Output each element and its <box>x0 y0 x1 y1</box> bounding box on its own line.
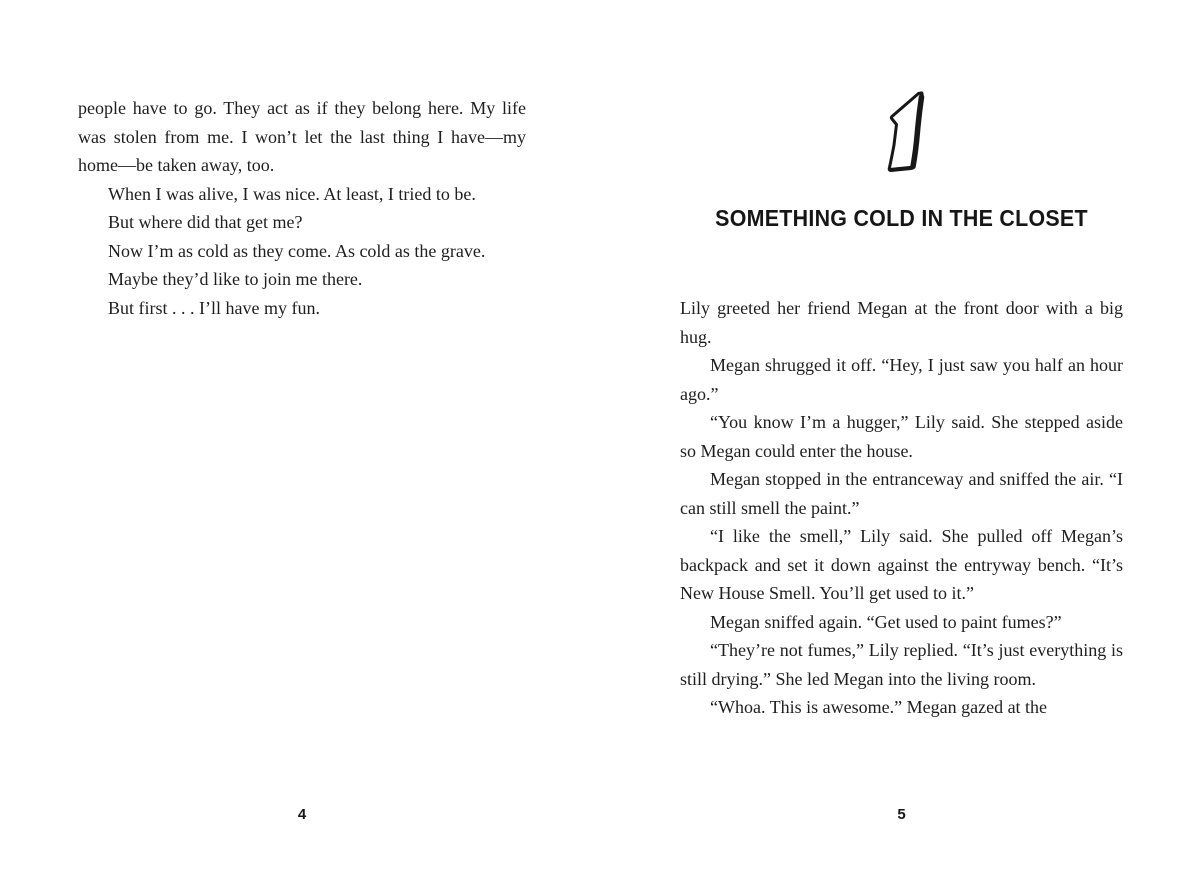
paragraph: “I like the smell,” Lily said. She pulled off Megan’s backpack and set it down against the entryway bench. “It’s New House Smell. You’ll get used to it.” <box>680 526 1123 603</box>
paragraph: “Whoa. This is awesome.” Megan gazed at the <box>710 697 1048 717</box>
chapter-number-numeral <box>871 88 933 178</box>
paragraph: “They’re not fumes,” Lily replied. “It’s just everything is still drying.” She led Megan into the living room. <box>680 640 1123 689</box>
chapter-title: SOMETHING COLD IN THE CLOSET <box>715 205 1088 231</box>
paragraph: people have to go. They act as if they belong here. My life was stolen from me. I won’t let the last thing I have—my home—be taken away, too. <box>78 98 526 175</box>
paragraph: Megan shrugged it off. “Hey, I just saw you half an hour ago.” <box>680 355 1123 404</box>
paragraph: But where did that get me? <box>108 212 303 232</box>
left-page <box>78 0 526 872</box>
right-page <box>680 0 1123 872</box>
chapter-number <box>680 88 1123 178</box>
paragraph: “You know I’m a hugger,” Lily said. She stepped aside so Megan could enter the house. <box>680 412 1123 461</box>
paragraph: But first . . . I’ll have my fun. <box>108 297 320 318</box>
paragraph: Megan sniffed again. “Get used to paint fumes?” <box>710 611 1062 632</box>
paragraph: Maybe they’d like to join me there. <box>108 269 363 289</box>
left-page-text <box>78 94 526 322</box>
paragraph: Now I’m as cold as they come. As cold as the grave. <box>108 240 486 261</box>
paragraph: When I was alive, I was nice. At least, I tried to be. <box>108 183 476 204</box>
paragraph: Megan stopped in the entranceway and sniffed the air. “I can still smell the paint.” <box>680 469 1123 518</box>
page-number-right: 5 <box>897 806 906 823</box>
page-number-left: 4 <box>297 806 307 823</box>
right-page-text <box>680 294 1123 722</box>
paragraph: Lily greeted her friend Megan at the front door with a big hug. <box>680 298 1123 347</box>
